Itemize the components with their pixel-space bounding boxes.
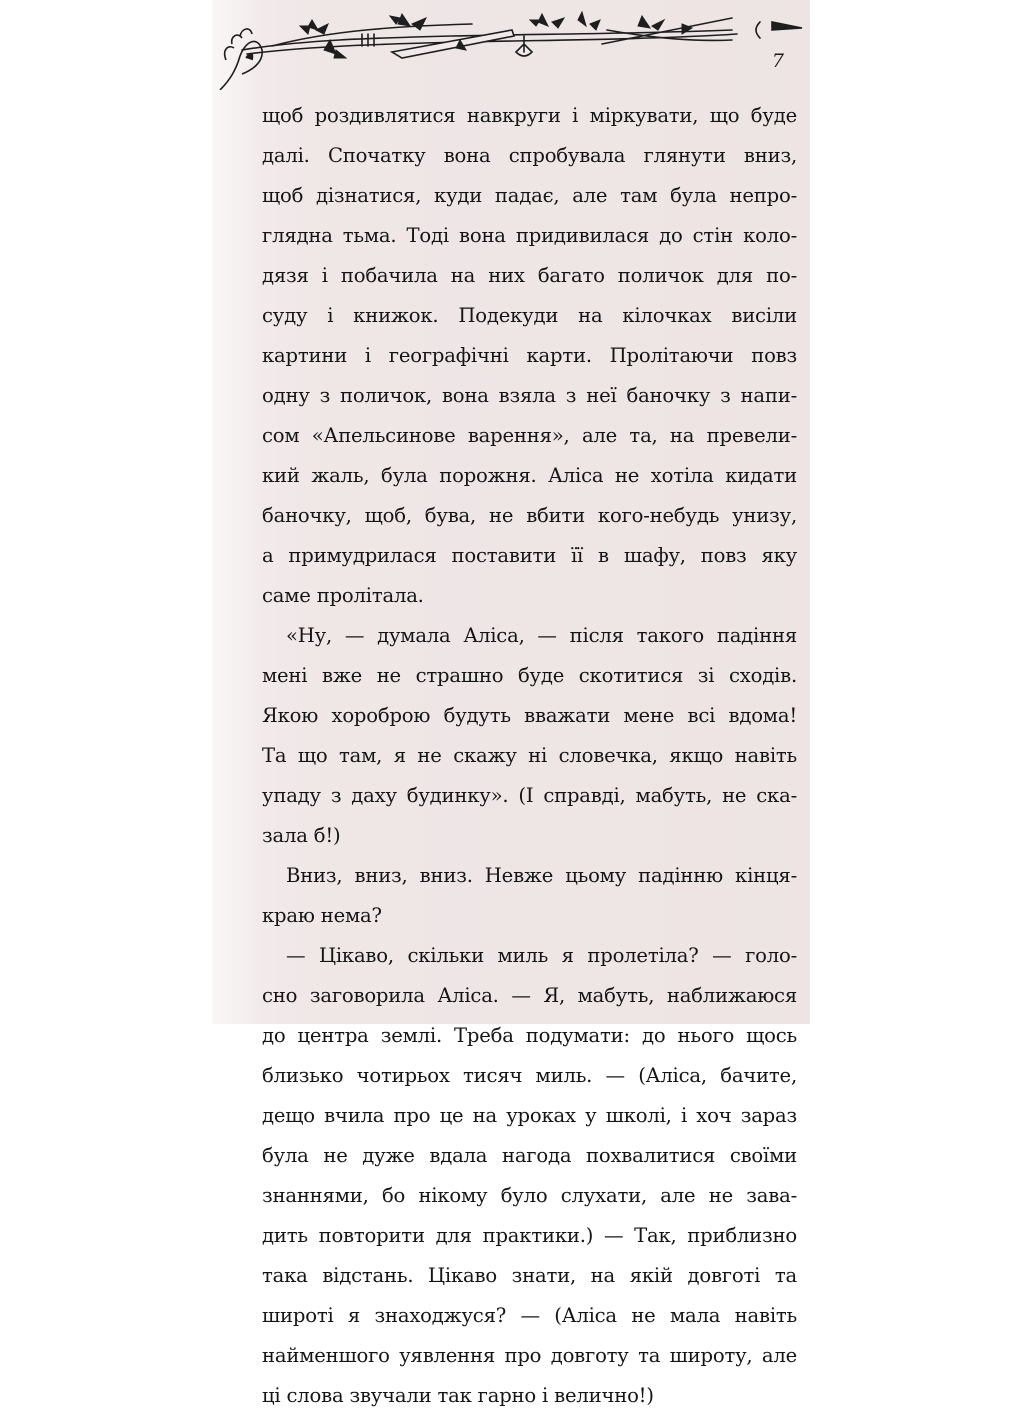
text-line: кий жаль, була порожня. Аліса не хотіла кидати xyxy=(262,464,797,487)
text-line: саме пролітала. xyxy=(262,584,424,607)
text-line: до центра землі. Треба подумати: до нього щось xyxy=(262,1024,797,1047)
text-line: широті я знаходжуся? — (Аліса не мала навіть xyxy=(262,1304,797,1327)
text-line: мені вже не страшно буде скотитися зі сходів. xyxy=(262,664,797,687)
text-line: суду і книжок. Подекуди на кілочках висіли xyxy=(262,304,797,327)
text-line: дещо вчила про це на уроках у школі, і хоч зараз xyxy=(262,1104,797,1127)
text-line: дить повторити для практики.) — Так, приблизно xyxy=(262,1224,797,1247)
text-line: щоб дізнатися, куди падає, але там була непро- xyxy=(262,184,797,207)
text-line: упаду з даху будинку». (І справді, мабуть, не ска- xyxy=(262,784,797,807)
text-line: сно заговорила Аліса. — Я, мабуть, наближаюся xyxy=(262,984,797,1007)
text-line: Вниз, вниз, вниз. Невже цьому падінню кінця- xyxy=(286,864,797,887)
text-line: — Цікаво, скільки миль я пролетіла? — голо- xyxy=(286,944,797,967)
book-page xyxy=(212,0,810,1407)
text-line: Та що там, я не скажу ні словечка, якщо навіть xyxy=(262,744,797,767)
text-line: така відстань. Цікаво знати, на якій довготі та xyxy=(262,1264,797,1287)
page-number: 7 xyxy=(771,50,784,72)
text-line: «Ну, — думала Аліса, — після такого падіння xyxy=(286,624,797,647)
text-line: ці слова звучали так гарно і велично!) xyxy=(262,1384,654,1407)
text-line: глядна тьма. Тоді вона придивилася до стін коло- xyxy=(262,224,797,247)
text-line: а примудрилася поставити її в шафу, повз яку xyxy=(262,544,797,567)
vine-ornament-icon xyxy=(212,0,810,90)
text-line: близько чотирьох тисяч миль. — (Аліса, бачите, xyxy=(262,1064,797,1087)
text-line: одну з поличок, вона взяла з неї баночку з напи- xyxy=(262,384,797,407)
text-line: далі. Спочатку вона спробувала глянути вниз, xyxy=(262,144,797,167)
text-line: зала б!) xyxy=(262,824,341,847)
text-line: знаннями, бо нікому було слухати, але не зава- xyxy=(262,1184,797,1207)
text-line: Якою хороброю будуть вважати мене всі вдома! xyxy=(262,704,797,727)
text-line: сом «Апельсинове варення», але та, на превели- xyxy=(262,424,797,447)
text-line: щоб роздивлятися навкруги і міркувати, що буде xyxy=(262,104,797,127)
text-line: найменшого уявлення про довготу та широту, але xyxy=(262,1344,797,1367)
text-line: дязя і побачила на них багато поличок для по- xyxy=(262,264,797,287)
body-text xyxy=(262,96,797,1416)
text-line: картини і географічні карти. Пролітаючи повз xyxy=(262,344,797,367)
text-line: баночку, щоб, бува, не вбити кого-небудь унизу, xyxy=(262,504,797,527)
text-line: краю нема? xyxy=(262,904,382,927)
text-line: була не дуже вдала нагода похвалитися своїми xyxy=(262,1144,797,1167)
